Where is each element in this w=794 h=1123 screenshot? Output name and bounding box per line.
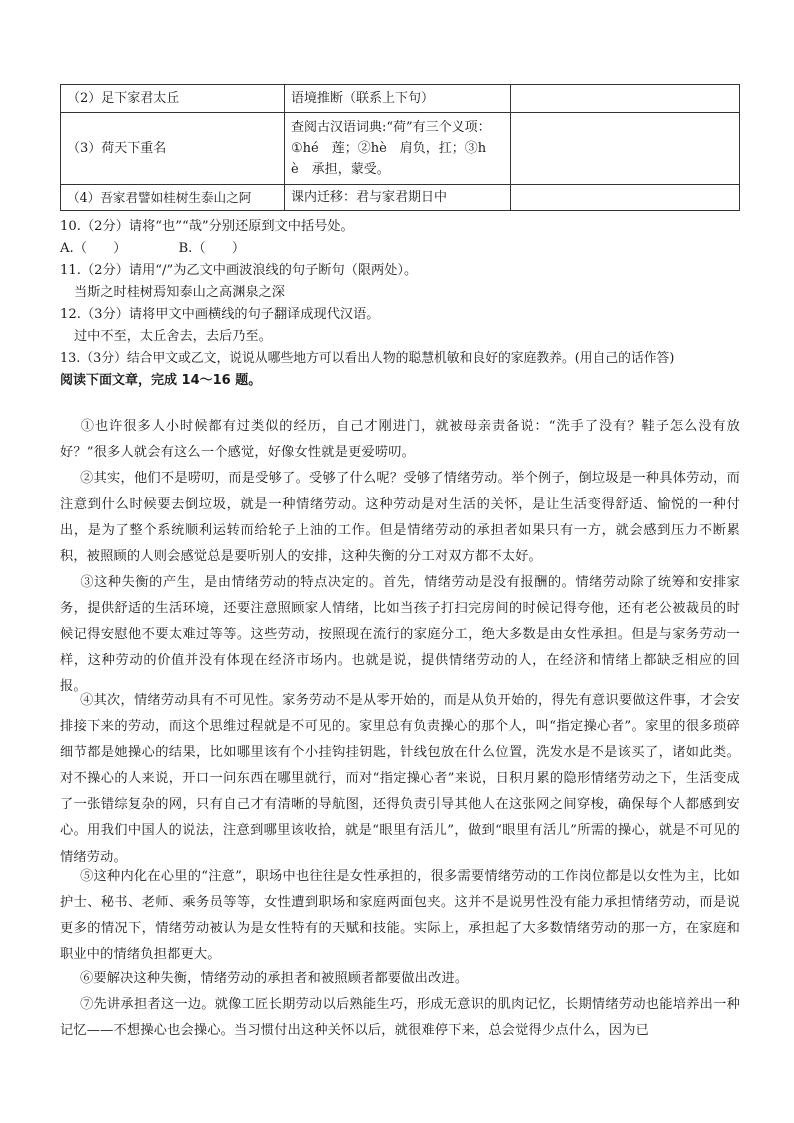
table-cell-item: （4）吾家君譬如桂树生泰山之阿 (61, 185, 285, 211)
question-13: 13.（3分）结合甲文或乙文，说说从哪些地方可以看出人物的聪慧机敏和良好的家庭教养。(用自己的话作答) (60, 351, 675, 366)
passage-paragraph: ⑦先讲承担者这一边。就像工匠长期劳动以后熟能生巧，形成无意识的肌肉记忆，长期情绪劳动也能培养出一种记忆——不想操心也会操心。当习惯付出这种关怀以后，就很难停下来，总会觉得少点什么，因为已 (60, 997, 740, 1039)
question-11-text: 当斯之时桂树焉知泰山之高渊泉之深 (74, 285, 285, 300)
vocab-table (60, 84, 740, 211)
table-cell-method: 语境推断（联系上下句） (285, 85, 511, 113)
question-12: 12.（3分）请将甲文中画横线的句子翻译成现代汉语。 (60, 307, 380, 322)
passage-paragraph: ②其实，他们不是唠叨，而是受够了。受够了什么呢？受够了情绪劳动。举个例子，倒垃圾是一种具体劳动，而注意到什么时候要去倒垃圾，就是一种情绪劳动。这种劳动是对生活的关怀，是让生活变得舒适、愉悦的一种付出，是为了整个系统顺利运转而给轮子上油的工作。但是情绪劳动的承担者如果只有一方，就会感到压力不断累积，被照顾的人则会感觉总是要听别人的安排，这种失衡的分工对双方都不太好。 (60, 471, 740, 565)
question-12-text: 过中不至，太丘舍去，去后乃至。 (74, 329, 272, 344)
question-11: 11.（2分）请用“/”为乙文中画波浪线的句子断句（限两处）。 (60, 263, 418, 278)
table-cell-answer[interactable] (511, 113, 740, 185)
question-10: 10.（2分）请将“也”“哉”分别还原到文中括号处。 (60, 219, 354, 234)
question-10-options (60, 238, 750, 260)
section-heading: 阅读下面文章，完成 14～16 题。 (60, 373, 262, 388)
passage-paragraph: ⑤这种内化在心里的“注意”，职场中也往往是女性承担的，很多需要情绪劳动的工作岗位都是以女性为主，比如护士、秘书、老师、乘务员等等，女性遭到职场和家庭两面包夹。这并不是说男性没有能力承担情绪劳动，而是说更多的情况下，情绪劳动被认为是女性特有的天赋和技能。实际上，承担起了大多数情绪劳动的那一方，在家庭和职业中的情绪负担都更大。 (60, 869, 740, 963)
table-cell-method (285, 113, 511, 185)
table-cell-method: 课内迁移：君与家君期日中 (285, 185, 511, 211)
table-row (61, 113, 740, 185)
table-row (61, 185, 740, 211)
table-cell-item: （3）荷天下重名 (61, 113, 285, 185)
table-cell-answer[interactable] (511, 185, 740, 211)
method-line: ①hé 莲；②hè 肩负，扛；③h (291, 141, 487, 156)
answer-blank-a[interactable]: A.（ ） (60, 241, 127, 256)
passage-paragraph: ①也许很多人小时候都有过类似的经历，自己才刚进门，就被母亲责备说：“洗手了没有？鞋子怎么没有放好？”很多人就会有这么一个感觉，好像女性就是更爱唠叨。 (60, 419, 740, 461)
table-cell-item: （2）足下家君太丘 (61, 85, 285, 113)
passage-paragraph: ⑥要解决这种失衡，情绪劳动的承担者和被照顾者都要做出改进。 (80, 971, 469, 986)
method-line: è 承担，蒙受。 (291, 162, 390, 177)
table-row (61, 85, 740, 113)
passage-paragraph: ④其次，情绪劳动具有不可见性。家务劳动不是从零开始的，而是从负开始的，得先有意识要做这件事，才会安排接下来的劳动，而这个思维过程就是不可见的。家里总有负责操心的那个人，叫“指定操心者”。家里的很多琐碎细节都是她操心的结果，比如哪里该有个小挂钩挂钥匙，针线包放在什么位置，洗发水是不是该买了，诸如此类。对不操心的人来说，开口一问东西在哪里就行，而对“指定操心者”来说，日积月累的隐形情绪劳动之下，生活变成了一张错综复杂的网，只有自己才有清晰的导航图，还得负责引导其他人在这张网之间穿梭，确保每个人都感到安心。用我们中国人的说法，注意到哪里该收拾，就是“眼里有活儿”，做到“眼里有活儿”所需的操心，就是不可见的情绪劳动。 (60, 693, 740, 865)
questions-block (60, 216, 750, 392)
answer-blank-b[interactable]: B.（ ） (178, 241, 246, 256)
passage-paragraph: ③这种失衡的产生，是由情绪劳动的特点决定的。首先，情绪劳动是没有报酬的。情绪劳动除了统筹和安排家务，提供舒适的生活环境，还要注意照顾家人情绪，比如当孩子打扫完房间的时候记得夸他，还有老公被裁员的时候记得安慰他不要太难过等等。这些劳动，按照现在流行的家庭分工，绝大多数是由女性承担。但是与家务劳动一样，这种劳动的价值并没有体现在经济市场内。也就是说，提供情绪劳动的人，在经济和情绪上都缺乏相应的回报。 (60, 575, 740, 695)
method-line: 查阅古汉语词典:“荷”有三个义项： (291, 120, 491, 135)
table-cell-answer[interactable] (511, 85, 740, 113)
